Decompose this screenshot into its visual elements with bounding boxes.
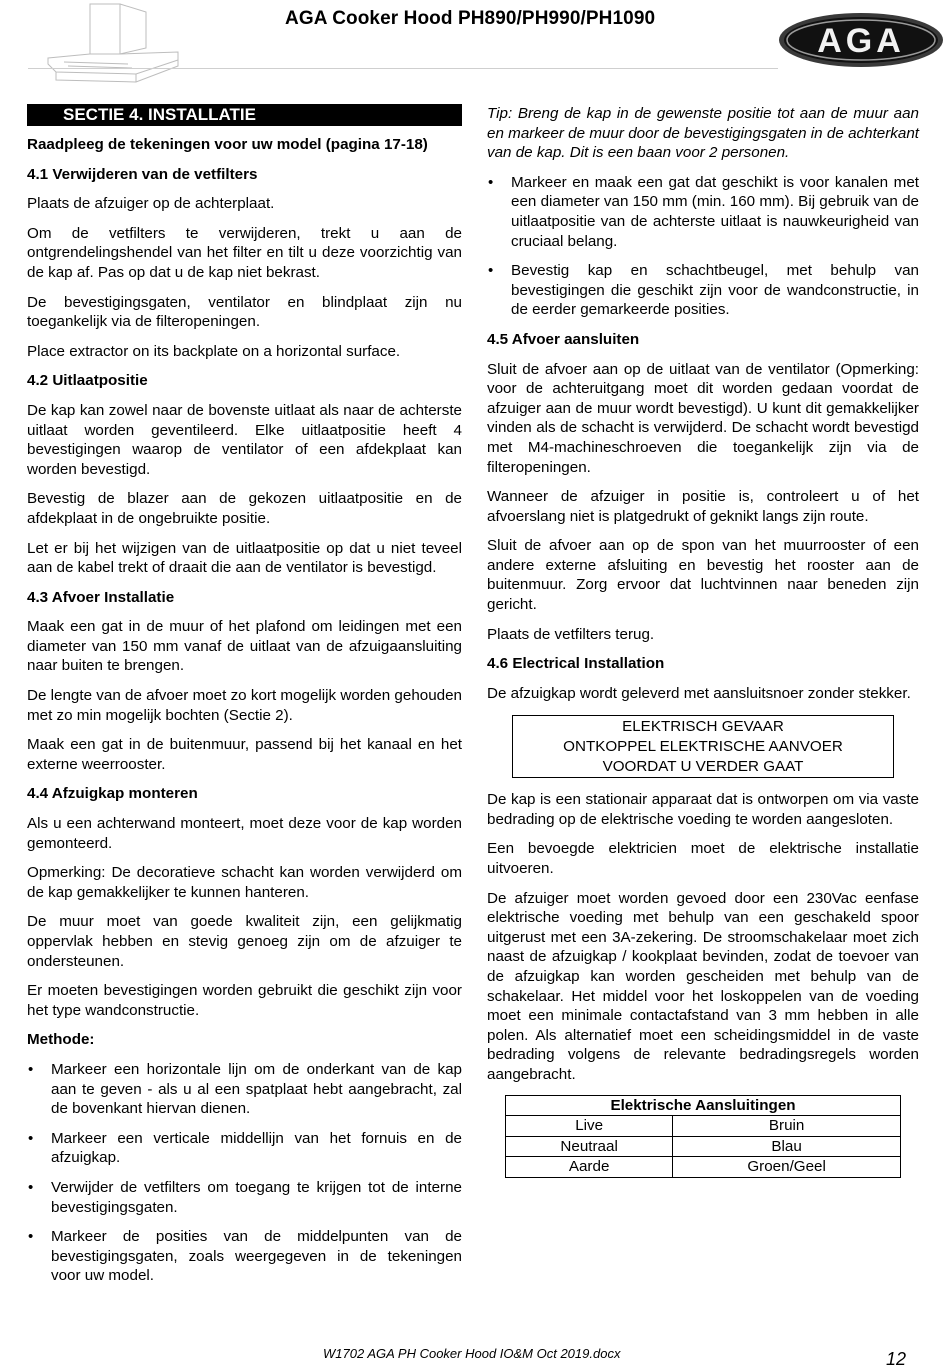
table-cell: Live xyxy=(506,1116,673,1137)
paragraph: Plaats de vetfilters terug. xyxy=(487,625,655,643)
paragraph: Opmerking: De decoratieve schacht kan worden verwijderd om de kap gemakkelijker te kunnen hanteren. xyxy=(27,864,462,901)
right-column xyxy=(487,104,919,1178)
tip-paragraph: Tip: Breng de kap in de gewenste positie tot aan de muur aan en markeer de muur door de bevestigingsgaten in de achterkant van de kap. Dit is een baan voor 2 personen. xyxy=(487,105,919,162)
table-row xyxy=(506,1116,901,1137)
aga-logo xyxy=(778,12,944,68)
page-header xyxy=(0,0,950,95)
table-row xyxy=(506,1157,901,1178)
paragraph: De afzuigkap wordt geleverd met aansluitsnoer zonder stekker. xyxy=(487,684,911,702)
page-number: 12 xyxy=(886,1349,907,1369)
electrical-warning-box xyxy=(512,715,894,778)
footer-document-name: W1702 AGA PH Cooker Hood IO&M Oct 2019.docx xyxy=(323,1346,621,1361)
paragraph: De afzuiger moet worden gevoed door een 230Vac eenfase elektrische voeding met behulp van een geschakeld spoor uitgerust met een 3A-zekering. De stroomschakelaar moet zich naast de afzuigkap / kookplaat bevinden, zodat de toevoer van de afzuigkap kan worden gescheiden met behulp van de schakelaar. Het middel voor het loskoppelen van de voeding moet een minimale contactafstand van 3 mm hebben in alle polen. Als alternatief moet een scheidingsmiddel in de vaste bedrading volgens de relevante bedradingsregels worden aangebracht. xyxy=(487,889,919,1083)
paragraph: De kap is een stationair apparaat dat is ontworpen om via vaste bedrading op de elektrische voeding te worden aangesloten. xyxy=(487,791,919,828)
method-list xyxy=(27,1060,462,1286)
paragraph: De bevestigingsgaten, ventilator en blindplaat zijn nu toegankelijk via de filteropeningen. xyxy=(27,293,462,331)
table-cell: Neutraal xyxy=(506,1136,673,1157)
paragraph: De muur moet van goede kwaliteit zijn, een gelijkmatig oppervlak hebben en stevig genoeg zijn om de afzuiger te ondersteunen. xyxy=(27,913,462,970)
paragraph: De lengte van de afvoer moet zo kort mogelijk worden gehouden met zo min mogelijk bochten (Sectie 2). xyxy=(27,687,462,724)
cooker-hood-illustration xyxy=(28,2,198,84)
drawings-reference: Raadpleeg de tekeningen voor uw model (pagina 17-18) xyxy=(27,136,428,153)
heading-4-5: 4.5 Afvoer aansluiten xyxy=(487,330,640,348)
table-title: Elektrische Aansluitingen xyxy=(506,1095,901,1116)
table-cell: Blau xyxy=(673,1136,901,1157)
table-cell: Aarde xyxy=(506,1157,673,1178)
paragraph: Maak een gat in de muur of het plafond om leidingen met een diameter van 150 mm vanaf de uitlaat van de afzuigaansluiting naar buiten te brengen. xyxy=(27,618,462,675)
list-item: • Bevestig kap en schachtbeugel, met behulp van bevestigingen die geschikt zijn voor de wandconstructie, in de eerder gemarkeerde posities. xyxy=(487,261,919,320)
heading-4-1: 4.1 Verwijderen van de vetfilters xyxy=(27,165,258,183)
heading-4-4: 4.4 Afzuigkap monteren xyxy=(27,785,198,803)
warning-line: ELEKTRISCH GEVAAR xyxy=(622,718,784,736)
left-column xyxy=(27,104,462,1296)
paragraph: Let er bij het wijzigen van de uitlaatpositie op dat u niet teveel aan de kabel trekt of draait die aan de ventilator is bevestigd. xyxy=(27,539,462,577)
paragraph: Wanneer de afzuiger in positie is, controleert u of het afvoerslang niet is platgedrukt of geknikt langs zijn route. xyxy=(487,488,919,525)
paragraph: Maak een gat in de buitenmuur, passend bij het kanaal en het externe weerrooster. xyxy=(27,736,462,773)
heading-4-3: 4.3 Afvoer Installatie xyxy=(27,588,175,606)
list-item: • Markeer een verticale middellijn van het fornuis en de afzuigkap. xyxy=(27,1129,462,1168)
heading-4-2: 4.2 Uitlaatpositie xyxy=(27,372,148,390)
paragraph: Een bevoegde elektricien moet de elektrische installatie uitvoeren. xyxy=(487,840,919,877)
paragraph: Om de vetfilters te verwijderen, trekt u aan de ontgrendelingshendel van het filter en tilt u deze voorzichtig van de kap af. Pas op dat u de kap niet bekrast. xyxy=(27,224,462,281)
heading-4-6: 4.6 Electrical Installation xyxy=(487,655,665,673)
list-item: • Markeer de posities van de middelpunten van de bevestigingsgaten, zoals weergegeven in de tekeningen voor uw model. xyxy=(27,1227,462,1286)
paragraph: De kap kan zowel naar de bovenste uitlaat als naar de achterste uitlaat worden geventileerd. Elke uitlaatpositie heeft 4 bevestigingen waarop de ventilator of een afdekplaat kan worden bevestigd. xyxy=(27,401,462,478)
warning-line: ONTKOPPEL ELEKTRISCHE AANVOER xyxy=(563,738,843,756)
table-row xyxy=(506,1136,901,1157)
section-title: SECTIE 4. INSTALLATIE xyxy=(27,104,462,126)
paragraph: Sluit de afvoer aan op de uitlaat van de ventilator (Opmerking: voor de achteruitgang moet dit worden gedaan voordat de afzuiger aan de muur wordt bevestigd). U kunt dit gemakkelijker vinden als de schacht is verwijderd. De schacht wordt bevestigd met M4-machineschroeven die toegankelijk zijn via de filteropeningen. xyxy=(487,360,919,476)
list-item: • Markeer en maak een gat dat geschikt is voor kanalen met een diameter van 150 mm (min. 160 mm). Bij gebruik van de uitlaatpositie van de achterste uitlaat is nauwkeurigheid van cruciaal belang. xyxy=(487,173,919,251)
list-item: • Markeer een horizontale lijn om de onderkant van de kap aan te geven - als u al een spatplaat hebt aangebracht, zal de bovenkant hiervan dienen. xyxy=(27,1060,462,1119)
paragraph: Place extractor on its backplate on a horizontal surface. xyxy=(27,342,401,360)
table-cell: Groen/Geel xyxy=(673,1157,901,1178)
warning-line: VOORDAT U VERDER GAAT xyxy=(602,757,804,775)
document-title: AGA Cooker Hood PH890/PH990/PH1090 xyxy=(285,8,656,29)
paragraph: Als u een achterwand monteert, moet deze voor de kap worden gemonteerd. xyxy=(27,815,462,852)
svg-text:AGA: AGA xyxy=(817,22,905,60)
paragraph: Er moeten bevestigingen worden gebruikt die geschikt zijn voor het type wandconstructie. xyxy=(27,982,462,1019)
list-item: • Verwijder de vetfilters om toegang te krijgen tot de interne bevestigingsgaten. xyxy=(27,1178,462,1217)
mounting-list xyxy=(487,173,919,320)
electrical-connections-table xyxy=(505,1095,901,1178)
paragraph: Sluit de afvoer aan op de spon van het muurrooster of een andere externe afsluiting en bevestig het rooster aan de buitenmuur. Zorg ervoor dat luchtvinnen naar beneden zijn gericht. xyxy=(487,537,919,614)
paragraph: Plaats de afzuiger op de achterplaat. xyxy=(27,195,275,213)
header-rule xyxy=(28,68,778,69)
method-heading: Methode: xyxy=(27,1031,95,1049)
paragraph: Bevestig de blazer aan de gekozen uitlaatpositie en de afdekplaat in de ongebruikte positie. xyxy=(27,490,462,527)
table-cell: Bruin xyxy=(673,1116,901,1137)
